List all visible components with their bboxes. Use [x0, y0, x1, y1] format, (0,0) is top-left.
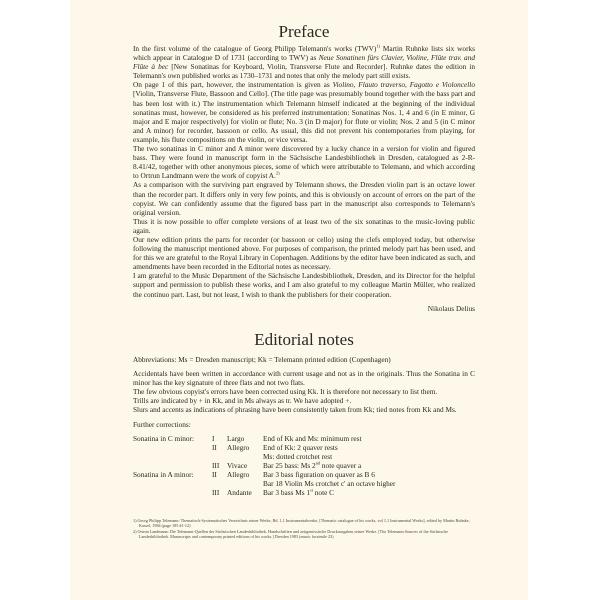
- corrections-table: [133, 434, 395, 498]
- table-row: II Allegro End of Kk: 2 quaver rests: [212, 442, 338, 452]
- preface-paragraph-4: As a comparison with the surviving part engraved by Telemann shows, the Dresden violin part is an octave lower than the recorder part. It differs only in very few points, and this is obviously on account of errors on the part of the copyist. We can confidently assume that the figured bass part in the manuscript also corresponds to Telemann's original version.: [133, 180, 475, 217]
- footnotes: [133, 518, 475, 539]
- preface-paragraph-5: Thus it is now possible to offer complete versions of at least two of the six sonatinas to the music-loving public again.: [133, 216, 475, 235]
- preface-paragraph-7: I am grateful to the Music Department of the Sächsische Landesbibliothek, Dresden, and its Director for the helpful support and permission to publish these works, and I am also grateful to my colleague Martin Müller, who realized the continuo part. Last, but not least, I wish to thank the publishers for their cooperation.: [133, 271, 475, 299]
- footnote-1: 1) Georg Philipp Telemann: Thematisch-Systematisches Verzeichnis seiner Werke, Bd. 1,1 Instrumentalwerke, [Thematic catalogue of his works, vol 1,1 Instrumental Works], edited by Martin Ruhnke, Kassel, 1984 (page 185 #1-12): [133, 518, 470, 529]
- table-row: III Vivace Bar 25 bass: Ms 2nd note quaver a: [212, 460, 362, 470]
- preface-paragraph-3: The two sonatinas in C minor and A minor were discovered by a lucky chance in a version for violin and figured bass. They were found in manuscript form in the Sächsische Landesbibliothek in Dresden, catalogued as 2-R-8.41/42, together with other anonymous pieces, some of which were attributable to Telemann, and which according to Ortrun Landmann were the work of copyist A.$^{2)}$: [133, 144, 475, 181]
- abbreviations: Abbreviations: Ms = Dresden manuscript; Kk = Telemann printed edition (Copenhagen): [133, 355, 391, 364]
- table-row: Sonatina in C minor: I Largo End of Kk and Ms: minimum rest: [133, 433, 362, 443]
- preface-signature: Nikolaus Delius: [427, 303, 475, 313]
- further-corrections-label: Further corrections:: [133, 419, 191, 429]
- table-row: Sonatina in A minor: II Allegro Bar 3 bass figuration on quaver as B 6: [133, 470, 375, 480]
- preface-paragraph-2: On page 1 of this part, however, the instrumentation is given as Violino, Flauto traverso, Fagotto e Violoncello [Violin, Transverse Flute, Bassoon and Cello]. (The title page was presumably bound together with the bass part and has been lost with it.) The instrumentation which Telemann himself indicated at the beginning of the individual sonatinas must, however, be considered as his preferred instrumentation: Sonatinas Nos. 1, 4 and 6 (in E minor, G major and E major respectively) for violin or flute; No. 3 (in D major) for flute or violin; Nos. 2 and 5 (in C minor and A minor) for recorder, bassoon or cello. As usual, this did not prevent his contemporaries from playing, for example, his flute compositions on the violin, or vice versa.: [133, 80, 475, 144]
- document-page: [70, 0, 528, 600]
- preface-paragraph-6: Our new edition prints the parts for recorder (or bassoon or cello) using the clefs employed today, but otherwise following the manuscript mentioned above. For purposes of comparison, the printed melody part has been used, and for this we are grateful to the Royal Library in Copenhagen. Additions by the editor have been indicated as such, and amendments have been recorded in the Editorial notes as necessary.: [133, 234, 475, 272]
- table-row: Ms: dotted crotchet rest: [263, 451, 333, 461]
- note-line-3: Trills are indicated by + in Kk, and in Ms always as tr. We have adopted +.: [133, 396, 352, 406]
- note-line-1: Accidentals have been written in accordance with current usage and not as in the originals. Thus the Sonatina in C minor has the key signature of three flats and not two flats.: [133, 369, 475, 388]
- preface-title: Preface: [278, 22, 330, 41]
- table-row: Bar 18 Violin Ms crotchet c' an octave higher: [263, 479, 396, 489]
- table-row: III Andante Bar 3 bass Ms 1st note C: [212, 487, 335, 498]
- editorial-notes-body: [133, 355, 475, 497]
- note-line-2: The few obvious copyist's errors have been corrected using Kk. It is therefore not necessary to list them.: [133, 387, 438, 397]
- editorial-notes-title: Editorial notes: [254, 330, 354, 349]
- preface-body: [133, 44, 475, 313]
- preface-paragraph-1: In the first volume of the catalogue of Georg Philipp Telemann's works (TWV)$^{1)}$ Martin Ruhnke lists six works which appear in Catalogue D of 1731 (according to TWV) as Neue Sonatinen fürs Clavier, Violine, Flûte trav. and Flûte à bec [New Sonatinas for Keyboard, Violin, Transverse Flute and Recorder]. Ruhnke dates the edition in Telemann's own published works as 1730–1731 and notes that only the melody part still exists.: [133, 43, 476, 81]
- footnote-2: 2) Ortrun Landmann: Die Telemann-Quellen der Sächsischen Landesbibliothek. Handschriften und zeitgenössische Druckausgaben seiner Werke. [The Telemann Sources of the Sächsische Landesbibliothek. Manuscripts and contemporary printed editions of his works.] Dresden 1983 (music facsimile 23): [133, 528, 449, 539]
- note-line-4: Slurs and accents as indications of phrasing have been consistently taken from Kk; tied notes from Kk and Ms.: [133, 405, 457, 415]
